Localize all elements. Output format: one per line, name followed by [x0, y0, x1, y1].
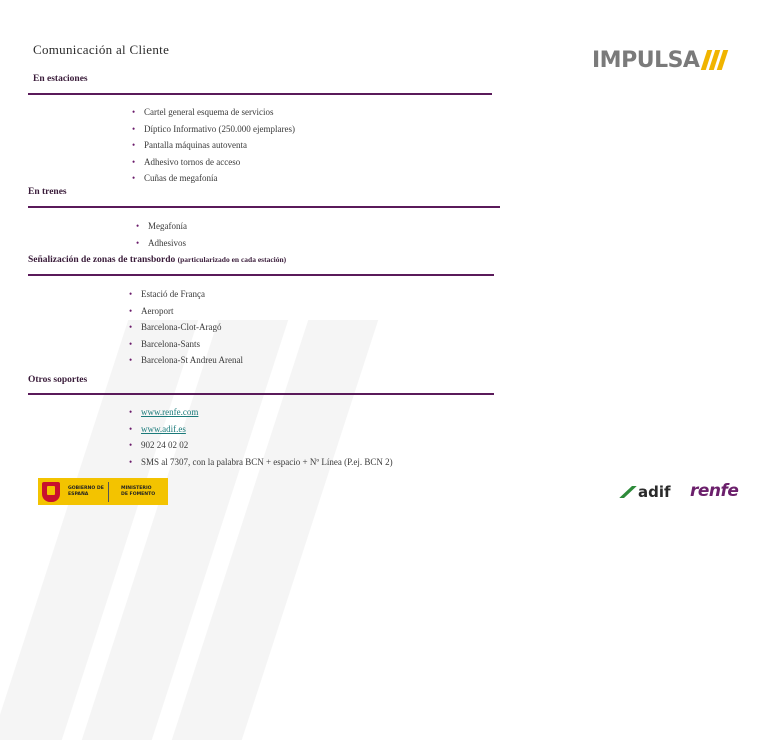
- transbordo-heading-note: (particularizado en cada estación): [177, 255, 287, 264]
- list-item: • Adhesivo tornos de acceso: [132, 156, 241, 167]
- impulsa-logo: IMPULSA: [592, 48, 700, 73]
- gobierno-text: GOBIERNO DE ESPAÑA: [68, 486, 104, 497]
- list-item: • Barcelona-Sants: [129, 338, 200, 349]
- ministerio-text: MINISTERIO DE FOMENTO: [121, 486, 156, 497]
- section-heading-trenes: En trenes: [28, 187, 67, 197]
- section-divider: [28, 274, 494, 276]
- page-title: Comunicación al Cliente: [33, 42, 170, 57]
- list-item: • SMS al 7307, con la palabra BCN + espacio + Nº Línea (P.ej. BCN 2): [129, 456, 393, 467]
- list-item: • 902 24 02 02: [129, 440, 189, 451]
- gobierno-logo: [38, 478, 168, 505]
- logo-separator: [108, 482, 109, 502]
- adif-logo: adif: [622, 483, 671, 501]
- section-heading-transbordo: [28, 255, 286, 265]
- list-item: • Barcelona-St Andreu Arenal: [129, 355, 243, 366]
- transbordo-list: [129, 286, 243, 369]
- estaciones-list: [132, 104, 295, 187]
- otros-list: [129, 404, 393, 470]
- list-item: • Estació de França: [129, 289, 205, 299]
- coat-of-arms-icon: [42, 482, 60, 502]
- list-item: • Megafonía: [136, 221, 187, 231]
- list-item: • Adhesivos: [136, 237, 186, 248]
- list-item: • Aeroport: [129, 305, 174, 316]
- section-divider: [28, 206, 500, 208]
- transbordo-heading-text: Señalización de zonas de transbordo: [28, 255, 176, 265]
- list-item: • www.adif.es: [129, 423, 186, 434]
- section-divider: [28, 393, 494, 395]
- list-item: • Pantalla máquinas autoventa: [132, 140, 247, 151]
- adif-link[interactable]: www.adif.es: [141, 423, 186, 434]
- renfe-link[interactable]: www.renfe.com: [141, 407, 199, 417]
- list-item: • Díptico Informativo (250.000 ejemplares): [132, 123, 295, 134]
- list-item: • www.renfe.com: [129, 407, 199, 417]
- section-divider: [28, 93, 492, 95]
- renfe-logo: renfe: [690, 481, 739, 501]
- impulsa-slashes-icon: [704, 50, 728, 74]
- list-item: • Cuñas de megafonía: [132, 173, 218, 184]
- section-heading-estaciones: En estaciones: [33, 74, 88, 84]
- trenes-list: [136, 218, 187, 251]
- section-heading-otros: Otros soportes: [28, 375, 88, 385]
- adif-mark-icon: [619, 486, 637, 498]
- list-item: • Cartel general esquema de servicios: [132, 107, 274, 117]
- list-item: • Barcelona-Clot-Aragó: [129, 322, 222, 333]
